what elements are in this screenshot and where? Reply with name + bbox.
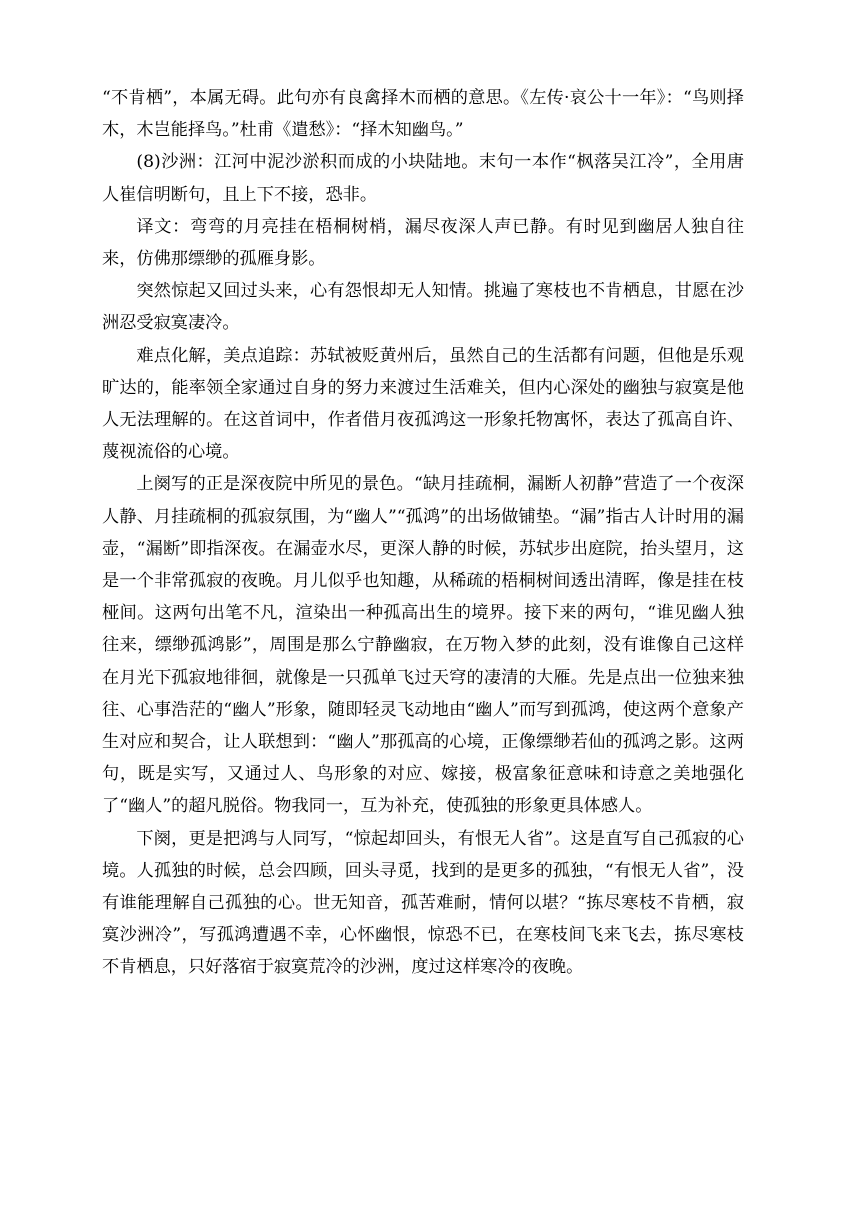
- paragraph-analysis-intro: 难点化解，美点追踪：苏轼被贬黄州后，虽然自己的生活都有问题，但他是乐观旷达的，能率领全家通过自身的努力来渡过生活难关，但内心深处的幽独与寂寞是他人无法理解的。在这首词中，作者借月夜孤鸿这一形象托物寓怀，表达了孤高自许、蔑视流俗的心境。: [102, 345, 744, 463]
- paragraph-annotation-8: (8)沙洲：江河中泥沙淤积而成的小块陆地。末句一本作“枫落吴江冷”，全用唐人崔信明断句，且上下不接，恐非。: [102, 152, 744, 205]
- paragraph-translation-1: 译文：弯弯的月亮挂在梧桐树梢，漏尽夜深人声已静。有时见到幽居人独自往来，仿佛那缥缈的孤雁身影。: [102, 216, 744, 270]
- paragraph-annotation-7-continued: “不肯栖”，本属无碍。此句亦有良禽择木而栖的意思。《左传·哀公十一年》：“鸟则择木，木岂能择鸟。”杜甫《遣愁》：“择木知幽鸟。”: [102, 88, 744, 141]
- paragraph-translation-2: 突然惊起又回过头来，心有怨恨却无人知情。挑遍了寒枝也不肯栖息，甘愿在沙洲忍受寂寞凄冷。: [102, 281, 744, 334]
- paragraph-analysis-upper-stanza: 上阕写的正是深夜院中所见的景色。“缺月挂疏桐，漏断人初静”营造了一个夜深人静、月挂疏桐的孤寂氛围，为“幽人”“孤鸿”的出场做铺垫。“漏”指古人计时用的漏壶，“漏断”即指深夜。在漏壶水尽，更深人静的时候，苏轼步出庭院，抬头望月，这是一个非常孤寂的夜晚。月儿似乎也知趣，从稀疏的梧桐树间透出清晖，像是挂在枝桠间。这两句出笔不凡，渲染出一种孤高出生的境界。接下来的两句，“谁见幽人独往来，缥缈孤鸿影”，周围是那么宁静幽寂，在万物入梦的此刻，没有谁像自己这样在月光下孤寂地徘徊，就像是一只孤单飞过天穹的凄清的大雁。先是点出一位独来独往、心事浩茫的“幽人”形象，随即轻灵飞动地由“幽人”而写到孤鸿，使这两个意象产生对应和契合，让人联想到：“幽人”那孤高的心境，正像缥缈若仙的孤鸿之影。这两句，既是实写，又通过人、鸟形象的对应、嫁接，极富象征意味和诗意之美地强化了“幽人”的超凡脱俗。物我同一，互为补充，使孤独的形象更具体感人。: [102, 474, 744, 817]
- paragraph-analysis-lower-stanza: 下阕，更是把鸿与人同写，“惊起却回头，有恨无人省”。这是直写自己孤寂的心境。人孤独的时候，总会四顾，回头寻觅，找到的是更多的孤独，“有恨无人省”，没有谁能理解自己孤独的心。世无知音，孤苦难耐，情何以堪？“拣尽寒枝不肯栖，寂寞沙洲冷”，写孤鸿遭遇不幸，心怀幽恨，惊恐不已，在寒枝间飞来飞去，拣尽寒枝不肯栖息，只好落宿于寂寞荒冷的沙洲，度过这样寒冷的夜晚。: [102, 828, 744, 978]
- document-page: [102, 82, 744, 984]
